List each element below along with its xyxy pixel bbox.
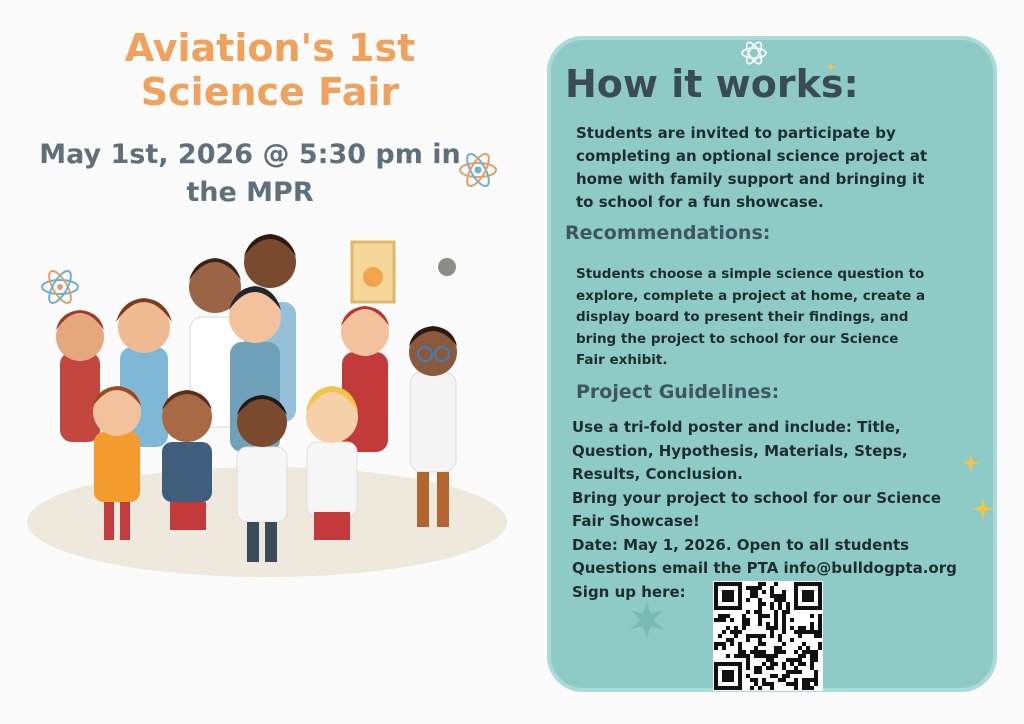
recommendations-line: explore, complete a project at home, create a	[576, 287, 926, 304]
title-line-1: Aviation's 1st	[124, 26, 416, 70]
contact-email-line[interactable]: Questions email the PTA info@bulldogpta.org	[572, 559, 957, 577]
qr-code	[713, 581, 823, 691]
recommendations-line: Fair exhibit.	[576, 352, 668, 368]
flyer-title	[80, 26, 460, 114]
guidelines-line: Date: May 1, 2026. Open to all students	[572, 535, 910, 554]
recommendations-line: Students choose a simple science question to	[576, 266, 925, 282]
signup-qr-code[interactable]	[713, 581, 823, 691]
recommendations-text	[576, 264, 956, 372]
recommendations-line: bring the project to school for our Science	[576, 330, 899, 347]
subtitle-line-2: the MPR	[186, 177, 314, 208]
splash-icon	[626, 598, 668, 640]
intro-line: completing an optional science project at	[576, 147, 928, 165]
guidelines-line: Use a tri-fold poster and include: Title,	[572, 418, 901, 436]
atom-icon	[42, 268, 78, 306]
recommendations-heading: Recommendations:	[565, 222, 771, 244]
title-line-2: Science Fair	[140, 70, 400, 114]
guidelines-heading: Project Guidelines:	[576, 381, 780, 403]
event-date-location	[30, 136, 470, 212]
guidelines-line: Bring your project to school for our Science	[572, 488, 942, 507]
guidelines-line: Results, Conclusion.	[572, 465, 743, 483]
intro-text	[576, 122, 956, 214]
guidelines-text	[572, 416, 982, 604]
subtitle-line-1: May 1st, 2026 @ 5:30 pm in	[39, 139, 461, 170]
guidelines-line: Question, Hypothesis, Materials, Steps,	[572, 441, 908, 460]
recommendations-line: display board to present their findings, and	[576, 309, 909, 325]
intro-line: home with family support and bringing it	[576, 170, 925, 188]
intro-line: to school for a fun showcase.	[576, 193, 824, 211]
atom-icon	[456, 150, 500, 190]
children-illustration	[12, 222, 512, 582]
guidelines-line: Fair Showcase!	[572, 512, 700, 530]
card-heading: How it works:	[565, 62, 859, 106]
signup-label: Sign up here:	[572, 582, 686, 601]
intro-line: Students are invited to participate by	[576, 124, 896, 142]
